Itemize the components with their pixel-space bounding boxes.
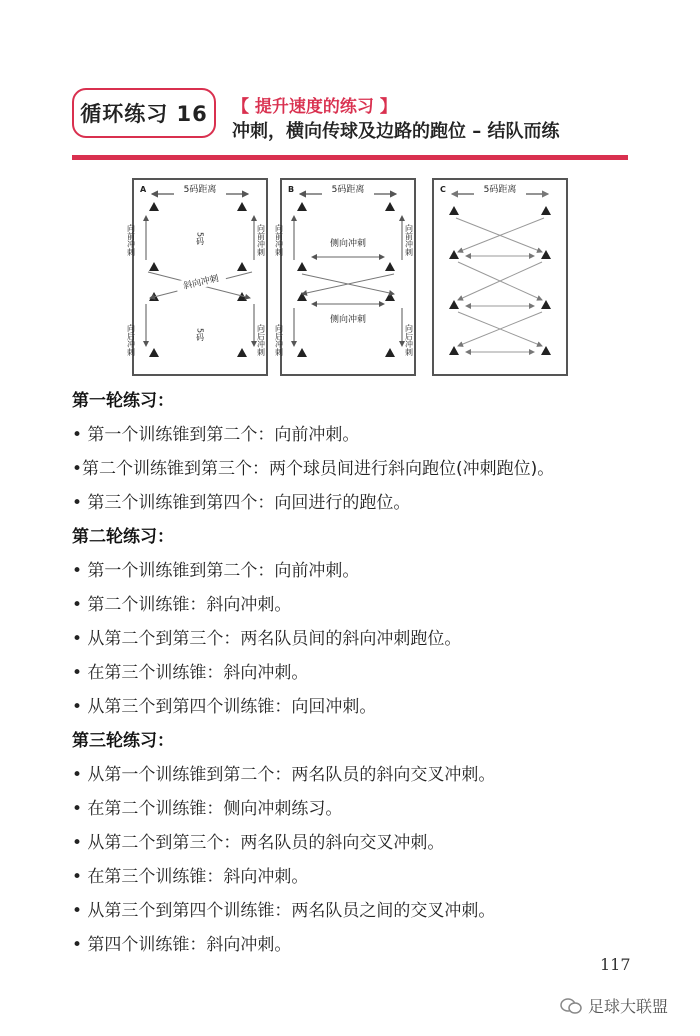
cone-icon <box>385 348 395 357</box>
page-number: 117 <box>600 955 631 974</box>
title-divider <box>72 155 628 160</box>
list-item: •第二个训练锥到第三个：两个球员间进行斜向跑位(冲刺跑位)。 <box>72 459 555 479</box>
round-title: 第二轮练习： <box>72 527 174 547</box>
forward-sprint-label: 向前冲刺 <box>126 224 136 256</box>
backward-sprint-label: 向后冲刺 <box>404 324 414 356</box>
round-title: 第三轮练习： <box>72 731 174 751</box>
cone-icon <box>149 348 159 357</box>
list-item: • 从第三个到第四个训练锥：两名队员之间的交叉冲刺。 <box>72 901 496 921</box>
distance-side-label: 5码 <box>195 232 205 246</box>
cone-icon <box>149 202 159 211</box>
list-item: • 在第三个训练锥：斜向冲刺。 <box>72 867 309 887</box>
diagonal-sprint-label: 斜向冲刺 <box>182 274 220 292</box>
watermark-text: 足球大联盟 <box>588 997 669 1016</box>
cone-icon <box>449 206 459 215</box>
forward-sprint-label: 向前冲刺 <box>404 224 414 256</box>
list-item: • 从第一个训练锥到第二个：两名队员的斜向交叉冲刺。 <box>72 765 496 785</box>
list-item: • 第二个训练锥：斜向冲刺。 <box>72 595 292 615</box>
lateral-sprint-label: 侧向冲刺 <box>329 239 367 249</box>
diagram-a <box>126 178 268 376</box>
cone-icon <box>385 262 395 271</box>
cone-icon <box>449 346 459 355</box>
list-item: • 第一个训练锥到第二个：向前冲刺。 <box>72 425 360 445</box>
list-item: • 第三个训练锥到第四个：向回进行的跑位。 <box>72 493 411 513</box>
exercise-badge: 循环练习 16 <box>72 88 216 138</box>
diagram-b <box>274 178 416 376</box>
backward-sprint-label: 向后冲刺 <box>126 324 136 356</box>
cone-icon <box>237 348 247 357</box>
wechat-icon <box>560 997 582 1015</box>
diagram-letter: B <box>288 185 295 194</box>
backward-sprint-label: 向后冲刺 <box>274 324 284 356</box>
backward-sprint-label: 向后冲刺 <box>256 324 266 356</box>
list-item: • 从第二个到第三个：两名队员间的斜向冲刺跑位。 <box>72 629 462 649</box>
cone-icon <box>237 262 247 271</box>
cone-icon <box>297 262 307 271</box>
list-item: • 在第二个训练锥：侧向冲刺练习。 <box>72 799 343 819</box>
list-item: • 从第二个到第三个：两名队员的斜向交叉冲刺。 <box>72 833 445 853</box>
cone-icon <box>449 300 459 309</box>
cone-icon <box>237 202 247 211</box>
cone-icon <box>541 250 551 259</box>
distance-label: 5码距离 <box>483 185 517 195</box>
subtitle: 【 提升速度的练习 】 <box>232 97 397 117</box>
forward-sprint-label: 向前冲刺 <box>274 224 284 256</box>
diagram-letter: A <box>140 185 147 194</box>
cone-icon <box>297 348 307 357</box>
distance-side-label: 5码 <box>195 328 205 342</box>
diagram-c <box>432 178 568 376</box>
cone-icon <box>449 250 459 259</box>
list-item: • 在第三个训练锥：斜向冲刺。 <box>72 663 309 683</box>
round-title: 第一轮练习： <box>72 391 174 411</box>
list-item: • 从第三个到第四个训练锥：向回冲刺。 <box>72 697 377 717</box>
cone-icon <box>541 206 551 215</box>
cone-icon <box>541 346 551 355</box>
lateral-sprint-label: 侧向冲刺 <box>329 315 367 325</box>
forward-sprint-label: 向前冲刺 <box>256 224 266 256</box>
distance-label: 5码距离 <box>331 185 365 195</box>
cone-icon <box>541 300 551 309</box>
cone-icon <box>385 202 395 211</box>
page-title: 冲刺，横向传球及边路的跑位 – 结队而练 <box>232 121 560 142</box>
distance-label: 5码距离 <box>183 185 217 195</box>
diagram-letter: C <box>440 185 446 194</box>
cone-icon <box>297 202 307 211</box>
exercise-description <box>72 384 672 962</box>
cone-icon <box>149 262 159 271</box>
list-item: • 第四个训练锥：斜向冲刺。 <box>72 935 292 955</box>
list-item: • 第一个训练锥到第二个：向前冲刺。 <box>72 561 360 581</box>
watermark <box>560 994 668 1017</box>
